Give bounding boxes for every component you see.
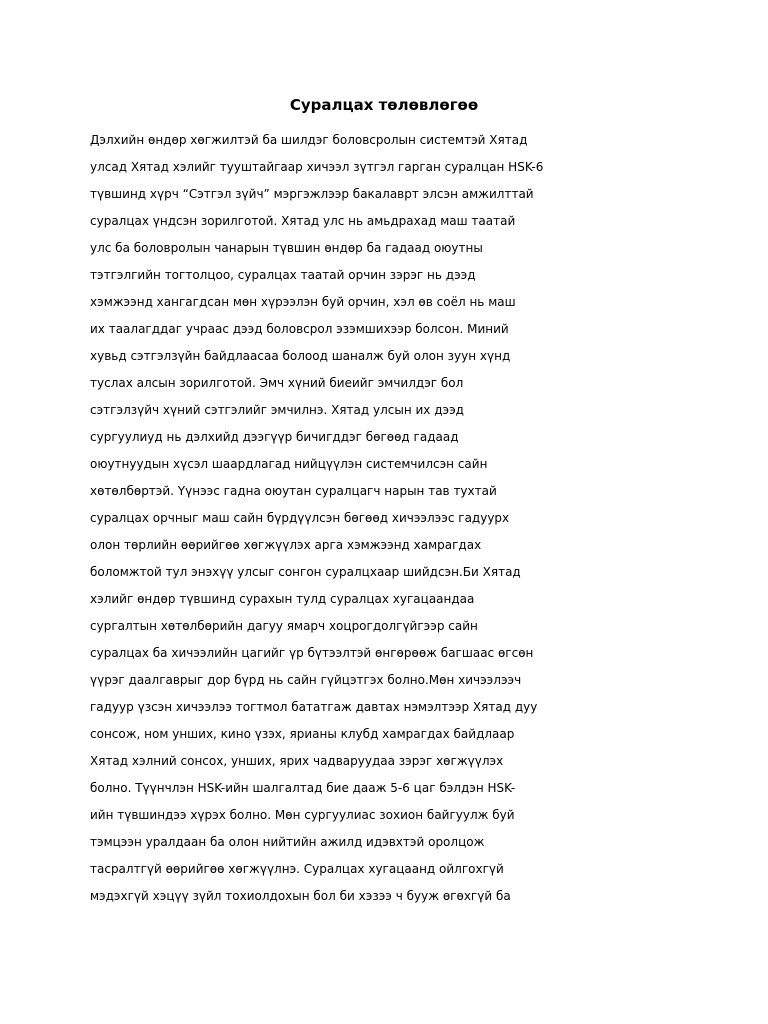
body-text-line: суралцах үндсэн зорилготой. Хятад улс нь амьдрахад маш таатай [90, 214, 516, 228]
body-text-line: их таалагддаг учраас дээд боловсрол эзэмшихээр болсон. Миний [90, 322, 509, 336]
body-text-line: ийн түвшиндээ хүрэх болно. Мөн сургуулиас зохион байгуулж буй [90, 808, 515, 822]
body-text-line: тасралтгүй өөрийгөө хөгжүүлнэ. Суралцах хугацаанд ойлгохгүй [90, 862, 504, 876]
body-text-line: гадуур үзсэн хичээлээ тогтмол бататгаж давтах нэмэлтээр Хятад дуу [90, 700, 538, 714]
body-text-line: Дэлхийн өндөр хөгжилтэй ба шилдэг боловсролын системтэй Хятад [90, 133, 528, 147]
body-text-line: тэтгэлгийн тогтолцоо, суралцах таатай орчин зэрэг нь дээд [90, 268, 476, 282]
body-text-line: улсад Хятад хэлийг тууштайгаар хичээл зүтгэл гарган суралцан HSK-6 [90, 160, 544, 174]
body-text-line: мэдэхгүй хэцүү зүйл тохиолдохын бол би хэзээ ч бууж өгөхгүй ба [90, 889, 511, 903]
body-text-line: сургуулиуд нь дэлхийд дээгүүр бичигддэг бөгөөд гадаад [90, 430, 459, 444]
body-text-line: үүрэг даалгаврыг дор бүрд нь сайн гүйцэтгэх болно.Мөн хичээлээч [90, 673, 522, 687]
document-body [90, 127, 690, 910]
body-text-line: улс ба боловролын чанарын түвшин өндөр ба гадаад оюутны [90, 241, 483, 255]
body-text-line: олон төрлийн өөрийгөө хөгжүүлэх арга хэмжээнд хамрагдах [90, 538, 482, 552]
body-text-line: боломжтой тул энэхүү улсыг сонгон суралцхаар шийдсэн.Би Хятад [90, 565, 521, 579]
body-text-line: түвшинд хүрч “Сэтгэл зүйч” мэргэжлээр бакалаврт элсэн амжилттай [90, 187, 534, 201]
body-text-line: сонсож, ном унших, кино үзэх, ярианы клубд хамрагдах байдлаар [90, 727, 515, 741]
body-text-line: сэтгэлзүйч хүний сэтгэлийг эмчилнэ. Хятад улсын их дээд [90, 403, 464, 417]
body-text-line: туслах алсын зорилготой. Эмч хүний биеийг эмчилдэг бол [90, 376, 464, 390]
document-title: Суралцах төлөвлөгөө [289, 96, 479, 114]
body-text-line: болно. Түүнчлэн HSK-ийн шалгалтад бие дааж 5-6 цаг бэлдэн HSK- [90, 781, 516, 795]
body-text-line: оюутнуудын хүсэл шаардлагад нийцүүлэн системчилсэн сайн [90, 457, 488, 471]
body-text-line: сургалтын хөтөлбөрийн дагуу ямарч хоцрогдолгүйгээр сайн [90, 619, 478, 633]
body-text-line: тэмцээн уралдаан ба олон нийтийн ажилд идэвхтэй оролцож [90, 835, 485, 849]
body-text-line: суралцах ба хичээлийн цагийг үр бүтээлтэй өнгөрөөж багшаас өгсөн [90, 646, 534, 660]
body-text-line: хөтөлбөртэй. Үүнээс гадна оюутан суралцагч нарын тав тухтай [90, 484, 497, 498]
body-text-line: хэлийг өндөр түвшинд сурахын тулд суралцах хугацаандаа [90, 592, 475, 606]
body-text-line: хэмжээнд хангагдсан мөн хүрээлэн буй орчин, хэл өв соёл нь маш [90, 295, 516, 309]
body-text-line: хувьд сэтгэлзүйн байдлаасаа болоод шаналж буй олон зуун хүнд [90, 349, 511, 363]
body-text-line: суралцах орчныг маш сайн бүрдүүлсэн бөгөөд хичээлээс гадуурх [90, 511, 510, 525]
body-text-line: Хятад хэлний сонсох, унших, ярих чадваруудаа зэрэг хөгжүүлэх [90, 754, 504, 768]
